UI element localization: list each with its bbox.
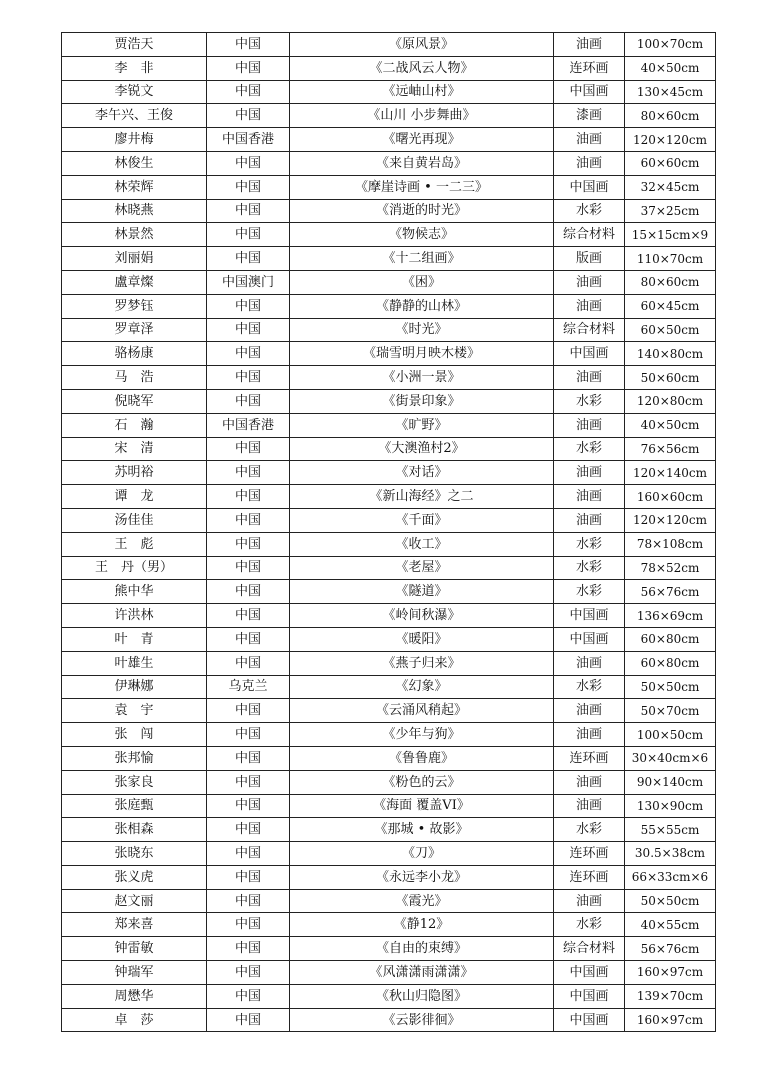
country-cell: 中国: [207, 556, 290, 580]
medium-cell: 油画: [554, 461, 625, 485]
table-row: [62, 604, 716, 628]
medium-cell: 中国画: [554, 961, 625, 985]
country-cell: 中国: [207, 723, 290, 747]
country-cell: 中国: [207, 485, 290, 509]
artist-cell: 周懋华: [62, 984, 207, 1008]
title-cell: 《自由的束缚》: [290, 937, 554, 961]
title-cell: 《鲁鲁鹿》: [290, 746, 554, 770]
size-cell: 37×25cm: [625, 199, 716, 223]
size-cell: 56×76cm: [625, 937, 716, 961]
country-cell: 中国: [207, 794, 290, 818]
size-cell: 160×60cm: [625, 485, 716, 509]
country-cell: 中国: [207, 699, 290, 723]
medium-cell: 油画: [554, 33, 625, 57]
title-cell: 《原风景》: [290, 33, 554, 57]
title-cell: 《二战风云人物》: [290, 56, 554, 80]
title-cell: 《暖阳》: [290, 627, 554, 651]
country-cell: 中国: [207, 937, 290, 961]
country-cell: 中国: [207, 913, 290, 937]
medium-cell: 油画: [554, 270, 625, 294]
medium-cell: 综合材料: [554, 223, 625, 247]
medium-cell: 中国画: [554, 627, 625, 651]
title-cell: 《时光》: [290, 318, 554, 342]
title-cell: 《静静的山林》: [290, 294, 554, 318]
country-cell: 中国: [207, 746, 290, 770]
table-row: [62, 770, 716, 794]
table-row: [62, 532, 716, 556]
size-cell: 120×80cm: [625, 389, 716, 413]
table-row: [62, 33, 716, 57]
artist-cell: 倪晓军: [62, 389, 207, 413]
size-cell: 120×120cm: [625, 128, 716, 152]
size-cell: 78×108cm: [625, 532, 716, 556]
table-row: [62, 1008, 716, 1032]
table-row: [62, 366, 716, 390]
title-cell: 《粉色的云》: [290, 770, 554, 794]
title-cell: 《山川 小步舞曲》: [290, 104, 554, 128]
size-cell: 50×50cm: [625, 889, 716, 913]
country-cell: 中国: [207, 818, 290, 842]
medium-cell: 水彩: [554, 675, 625, 699]
size-cell: 30.5×38cm: [625, 842, 716, 866]
country-cell: 中国: [207, 104, 290, 128]
table-row: [62, 556, 716, 580]
medium-cell: 水彩: [554, 437, 625, 461]
table-row: [62, 794, 716, 818]
medium-cell: 综合材料: [554, 937, 625, 961]
title-cell: 《小洲一景》: [290, 366, 554, 390]
artist-cell: 李午兴、王俊: [62, 104, 207, 128]
artist-cell: 李锐文: [62, 80, 207, 104]
country-cell: 中国: [207, 961, 290, 985]
artist-cell: 王 彪: [62, 532, 207, 556]
artist-cell: 张 闯: [62, 723, 207, 747]
title-cell: 《大澳渔村2》: [290, 437, 554, 461]
table-row: [62, 961, 716, 985]
country-cell: 中国: [207, 865, 290, 889]
artist-cell: 李 非: [62, 56, 207, 80]
artist-cell: 王 丹（男）: [62, 556, 207, 580]
medium-cell: 中国画: [554, 175, 625, 199]
artist-cell: 钟瑞军: [62, 961, 207, 985]
table-body: [62, 33, 716, 1032]
artist-cell: 廖井梅: [62, 128, 207, 152]
table-row: [62, 889, 716, 913]
artist-cell: 许洪林: [62, 604, 207, 628]
country-cell: 中国: [207, 889, 290, 913]
artist-cell: 叶雄生: [62, 651, 207, 675]
title-cell: 《来自黄岩岛》: [290, 151, 554, 175]
country-cell: 中国: [207, 223, 290, 247]
artist-cell: 林景然: [62, 223, 207, 247]
artist-cell: 苏明裕: [62, 461, 207, 485]
medium-cell: 中国画: [554, 80, 625, 104]
country-cell: 中国: [207, 175, 290, 199]
title-cell: 《风潇潇雨潇潇》: [290, 961, 554, 985]
country-cell: 中国: [207, 1008, 290, 1032]
country-cell: 中国: [207, 604, 290, 628]
artist-cell: 马 浩: [62, 366, 207, 390]
table-row: [62, 247, 716, 271]
artist-cell: 林俊生: [62, 151, 207, 175]
country-cell: 中国: [207, 770, 290, 794]
country-cell: 中国香港: [207, 413, 290, 437]
title-cell: 《刀》: [290, 842, 554, 866]
country-cell: 中国: [207, 580, 290, 604]
country-cell: 中国: [207, 318, 290, 342]
artist-cell: 张庭甄: [62, 794, 207, 818]
medium-cell: 水彩: [554, 580, 625, 604]
artist-cell: 贾浩天: [62, 33, 207, 57]
artist-cell: 林晓燕: [62, 199, 207, 223]
table-row: [62, 175, 716, 199]
title-cell: 《云影徘徊》: [290, 1008, 554, 1032]
artist-cell: 汤佳佳: [62, 508, 207, 532]
title-cell: 《曙光再现》: [290, 128, 554, 152]
artist-cell: 张邦愉: [62, 746, 207, 770]
table-row: [62, 318, 716, 342]
medium-cell: 中国画: [554, 342, 625, 366]
country-cell: 中国: [207, 33, 290, 57]
table-row: [62, 80, 716, 104]
size-cell: 32×45cm: [625, 175, 716, 199]
medium-cell: 中国画: [554, 604, 625, 628]
medium-cell: 综合材料: [554, 318, 625, 342]
medium-cell: 连环画: [554, 842, 625, 866]
country-cell: 乌克兰: [207, 675, 290, 699]
artist-cell: 石 瀚: [62, 413, 207, 437]
size-cell: 100×70cm: [625, 33, 716, 57]
medium-cell: 油画: [554, 508, 625, 532]
artist-cell: 罗章泽: [62, 318, 207, 342]
table-row: [62, 818, 716, 842]
artist-cell: 卓 莎: [62, 1008, 207, 1032]
artist-cell: 张义虎: [62, 865, 207, 889]
size-cell: 50×50cm: [625, 675, 716, 699]
country-cell: 中国: [207, 437, 290, 461]
table-row: [62, 437, 716, 461]
size-cell: 30×40cm×6: [625, 746, 716, 770]
artist-cell: 叶 青: [62, 627, 207, 651]
table-row: [62, 223, 716, 247]
table-row: [62, 413, 716, 437]
size-cell: 60×80cm: [625, 627, 716, 651]
size-cell: 60×50cm: [625, 318, 716, 342]
country-cell: 中国: [207, 532, 290, 556]
medium-cell: 油画: [554, 723, 625, 747]
size-cell: 160×97cm: [625, 961, 716, 985]
medium-cell: 水彩: [554, 199, 625, 223]
size-cell: 50×60cm: [625, 366, 716, 390]
medium-cell: 油画: [554, 366, 625, 390]
title-cell: 《十二组画》: [290, 247, 554, 271]
size-cell: 130×90cm: [625, 794, 716, 818]
medium-cell: 连环画: [554, 865, 625, 889]
title-cell: 《霞光》: [290, 889, 554, 913]
medium-cell: 版画: [554, 247, 625, 271]
medium-cell: 油画: [554, 794, 625, 818]
size-cell: 160×97cm: [625, 1008, 716, 1032]
title-cell: 《少年与狗》: [290, 723, 554, 747]
medium-cell: 油画: [554, 294, 625, 318]
title-cell: 《消逝的时光》: [290, 199, 554, 223]
country-cell: 中国: [207, 199, 290, 223]
medium-cell: 油画: [554, 889, 625, 913]
title-cell: 《秋山归隐图》: [290, 984, 554, 1008]
size-cell: 80×60cm: [625, 104, 716, 128]
artist-cell: 袁 宇: [62, 699, 207, 723]
artist-cell: 盧章燦: [62, 270, 207, 294]
artist-cell: 赵文丽: [62, 889, 207, 913]
medium-cell: 中国画: [554, 984, 625, 1008]
title-cell: 《旷野》: [290, 413, 554, 437]
table-row: [62, 651, 716, 675]
table-row: [62, 294, 716, 318]
medium-cell: 油画: [554, 651, 625, 675]
table-row: [62, 699, 716, 723]
table-row: [62, 270, 716, 294]
title-cell: 《收工》: [290, 532, 554, 556]
table-row: [62, 627, 716, 651]
size-cell: 60×60cm: [625, 151, 716, 175]
title-cell: 《摩崖诗画 • 一二三》: [290, 175, 554, 199]
table-row: [62, 342, 716, 366]
country-cell: 中国: [207, 151, 290, 175]
title-cell: 《永远李小龙》: [290, 865, 554, 889]
table-row: [62, 461, 716, 485]
size-cell: 100×50cm: [625, 723, 716, 747]
artist-cell: 宋 清: [62, 437, 207, 461]
medium-cell: 水彩: [554, 389, 625, 413]
size-cell: 76×56cm: [625, 437, 716, 461]
country-cell: 中国: [207, 389, 290, 413]
title-cell: 《那城 • 故影》: [290, 818, 554, 842]
size-cell: 139×70cm: [625, 984, 716, 1008]
size-cell: 40×55cm: [625, 913, 716, 937]
table-row: [62, 485, 716, 509]
medium-cell: 水彩: [554, 532, 625, 556]
country-cell: 中国: [207, 294, 290, 318]
artist-cell: 骆杨康: [62, 342, 207, 366]
title-cell: 《物候志》: [290, 223, 554, 247]
table-row: [62, 865, 716, 889]
medium-cell: 油画: [554, 151, 625, 175]
country-cell: 中国: [207, 366, 290, 390]
size-cell: 40×50cm: [625, 56, 716, 80]
artist-cell: 罗梦钰: [62, 294, 207, 318]
size-cell: 130×45cm: [625, 80, 716, 104]
size-cell: 50×70cm: [625, 699, 716, 723]
size-cell: 140×80cm: [625, 342, 716, 366]
artist-cell: 钟雷敏: [62, 937, 207, 961]
country-cell: 中国: [207, 627, 290, 651]
title-cell: 《困》: [290, 270, 554, 294]
country-cell: 中国: [207, 247, 290, 271]
title-cell: 《隧道》: [290, 580, 554, 604]
country-cell: 中国香港: [207, 128, 290, 152]
title-cell: 《幻象》: [290, 675, 554, 699]
size-cell: 56×76cm: [625, 580, 716, 604]
title-cell: 《对话》: [290, 461, 554, 485]
table-row: [62, 913, 716, 937]
country-cell: 中国: [207, 461, 290, 485]
size-cell: 40×50cm: [625, 413, 716, 437]
artist-cell: 张相森: [62, 818, 207, 842]
size-cell: 60×45cm: [625, 294, 716, 318]
artist-cell: 伊琳娜: [62, 675, 207, 699]
title-cell: 《海面 覆盖VI》: [290, 794, 554, 818]
table-row: [62, 842, 716, 866]
country-cell: 中国: [207, 56, 290, 80]
artist-cell: 张家良: [62, 770, 207, 794]
artist-cell: 张晓东: [62, 842, 207, 866]
title-cell: 《新山海经》之二: [290, 485, 554, 509]
table-row: [62, 151, 716, 175]
medium-cell: 油画: [554, 699, 625, 723]
table-row: [62, 508, 716, 532]
size-cell: 120×120cm: [625, 508, 716, 532]
size-cell: 110×70cm: [625, 247, 716, 271]
title-cell: 《街景印象》: [290, 389, 554, 413]
medium-cell: 油画: [554, 128, 625, 152]
country-cell: 中国: [207, 651, 290, 675]
country-cell: 中国澳门: [207, 270, 290, 294]
table-row: [62, 128, 716, 152]
country-cell: 中国: [207, 80, 290, 104]
country-cell: 中国: [207, 984, 290, 1008]
country-cell: 中国: [207, 508, 290, 532]
table-row: [62, 746, 716, 770]
size-cell: 78×52cm: [625, 556, 716, 580]
title-cell: 《岭间秋瀑》: [290, 604, 554, 628]
size-cell: 120×140cm: [625, 461, 716, 485]
table-row: [62, 984, 716, 1008]
artist-cell: 郑来喜: [62, 913, 207, 937]
country-cell: 中国: [207, 342, 290, 366]
artist-cell: 刘丽娟: [62, 247, 207, 271]
table-row: [62, 580, 716, 604]
medium-cell: 中国画: [554, 1008, 625, 1032]
artist-cell: 熊中华: [62, 580, 207, 604]
artwork-list-table: [61, 32, 716, 1032]
table-row: [62, 389, 716, 413]
size-cell: 60×80cm: [625, 651, 716, 675]
title-cell: 《瑞雪明月映木楼》: [290, 342, 554, 366]
size-cell: 15×15cm×9: [625, 223, 716, 247]
title-cell: 《燕子归来》: [290, 651, 554, 675]
size-cell: 55×55cm: [625, 818, 716, 842]
medium-cell: 油画: [554, 770, 625, 794]
medium-cell: 漆画: [554, 104, 625, 128]
medium-cell: 油画: [554, 485, 625, 509]
table-row: [62, 675, 716, 699]
size-cell: 80×60cm: [625, 270, 716, 294]
title-cell: 《云涌风稍起》: [290, 699, 554, 723]
size-cell: 136×69cm: [625, 604, 716, 628]
medium-cell: 油画: [554, 413, 625, 437]
table-row: [62, 199, 716, 223]
title-cell: 《远岫山村》: [290, 80, 554, 104]
artist-cell: 谭 龙: [62, 485, 207, 509]
medium-cell: 连环画: [554, 56, 625, 80]
artist-cell: 林荣辉: [62, 175, 207, 199]
title-cell: 《千面》: [290, 508, 554, 532]
title-cell: 《静12》: [290, 913, 554, 937]
medium-cell: 连环画: [554, 746, 625, 770]
title-cell: 《老屋》: [290, 556, 554, 580]
table-row: [62, 723, 716, 747]
table-row: [62, 937, 716, 961]
table-row: [62, 104, 716, 128]
medium-cell: 水彩: [554, 556, 625, 580]
size-cell: 66×33cm×6: [625, 865, 716, 889]
size-cell: 90×140cm: [625, 770, 716, 794]
country-cell: 中国: [207, 842, 290, 866]
medium-cell: 水彩: [554, 818, 625, 842]
medium-cell: 水彩: [554, 913, 625, 937]
table-row: [62, 56, 716, 80]
